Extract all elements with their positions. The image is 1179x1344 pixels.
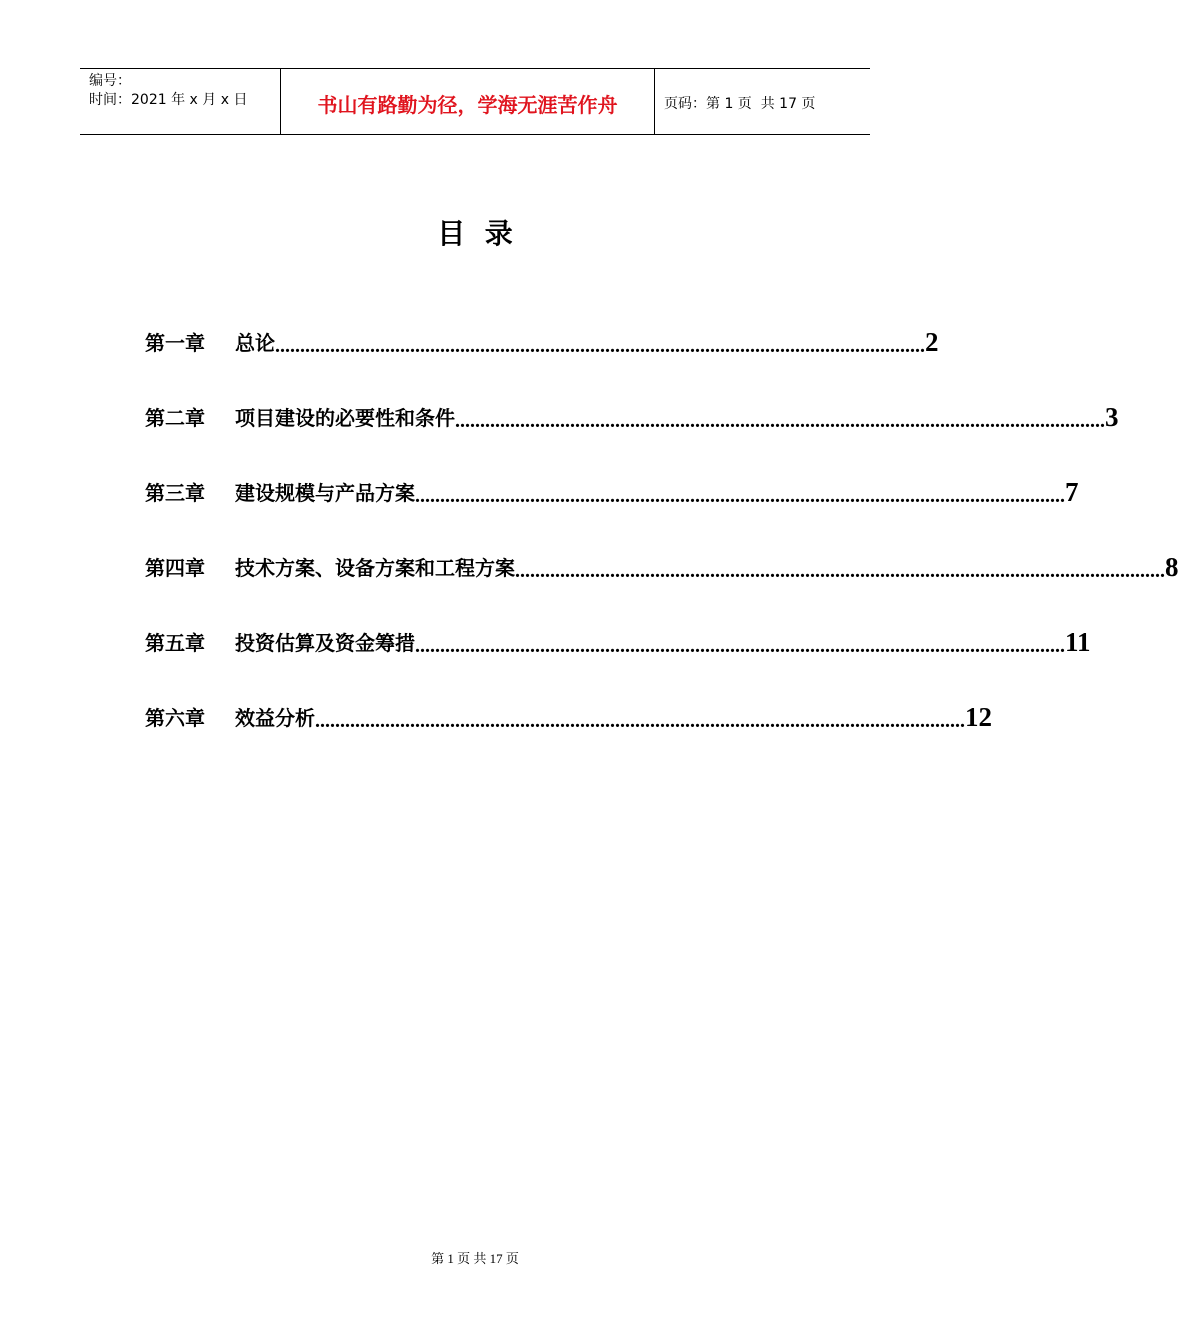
toc-chapter-number: 第六章: [145, 706, 205, 730]
toc-entry[interactable]: [145, 462, 1079, 537]
toc-entry[interactable]: [145, 312, 939, 387]
toc-chapter-number: 第二章: [145, 406, 205, 430]
toc-leader-dots: ..................................................................................................................................: [275, 335, 925, 357]
toc-chapter-title: 投资估算及资金筹措: [235, 631, 415, 655]
toc-leader-dots: ..................................................................................................................................: [315, 710, 965, 732]
toc-entry[interactable]: [145, 612, 1091, 687]
toc-leader-dots: ..................................................................................................................................: [415, 635, 1065, 657]
toc-page-number: 8: [1165, 552, 1179, 582]
toc-chapter-number: 第五章: [145, 631, 205, 655]
toc-page-number: 2: [925, 327, 939, 357]
toc-chapter-title: 效益分析: [235, 706, 315, 730]
toc-entry[interactable]: [145, 387, 1119, 462]
toc-chapter-title: 技术方案、设备方案和工程方案: [235, 556, 515, 580]
page-header: [80, 68, 870, 135]
toc-chapter-number: 第一章: [145, 331, 205, 355]
toc-page-number: 11: [1065, 627, 1091, 657]
toc-chapter-number: 第三章: [145, 481, 205, 505]
page-title: 目 录: [437, 217, 513, 250]
toc-leader-dots: ..................................................................................................................................: [515, 560, 1165, 582]
toc-entry[interactable]: [145, 537, 1179, 612]
document-date-label: 时间：2021 年 x 月 x 日: [89, 92, 248, 108]
toc-chapter-title: 建设规模与产品方案: [235, 481, 415, 505]
header-meta-cell: [80, 69, 281, 134]
header-motto: 书山有路勤为径，学海无涯苦作舟: [281, 69, 655, 134]
table-of-contents: [145, 312, 1179, 762]
toc-chapter-title: 项目建设的必要性和条件: [235, 406, 455, 430]
toc-page-number: 3: [1105, 402, 1119, 432]
document-number-label: 编号：: [89, 73, 131, 89]
page-footer: 第 1 页 共 17 页: [431, 1251, 519, 1266]
toc-leader-dots: ..................................................................................................................................: [415, 485, 1065, 507]
toc-page-number: 12: [965, 702, 992, 732]
toc-chapter-number: 第四章: [145, 556, 205, 580]
toc-leader-dots: ..................................................................................................................................: [455, 410, 1105, 432]
toc-page-number: 7: [1065, 477, 1079, 507]
header-page-info: 页码：第 1 页 共 17 页: [664, 95, 816, 112]
toc-chapter-title: 总论: [235, 331, 275, 355]
toc-entry[interactable]: [145, 687, 992, 762]
